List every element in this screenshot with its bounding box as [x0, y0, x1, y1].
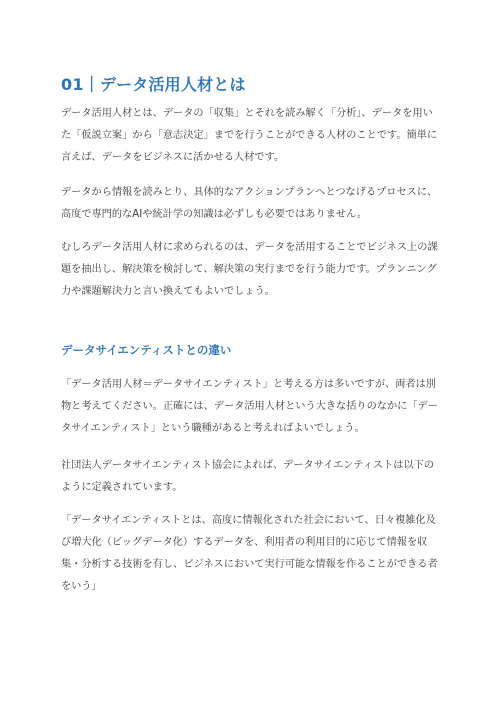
- text-line: 「データ活用人材＝データサイエンティスト」と考える方は多いですが、両者は別: [61, 379, 436, 390]
- paragraph-process: [61, 182, 445, 226]
- paragraph-definition: [61, 103, 445, 169]
- section-heading: 01｜データ活用人材とは: [61, 75, 246, 94]
- text-line: むしろデータ活用人材に求められるのは、データを活用することでビジネス上の課: [61, 242, 438, 253]
- text-line: 社団法人データサイエンティスト協会によれば、データサイエンティストは以下の: [61, 460, 435, 471]
- text-line: 高度で専門的なAIや統計学の知識は必ずしも必要ではありません。: [61, 209, 368, 220]
- text-line: をいう」: [61, 581, 102, 592]
- text-line: 物と考えてください。正確には、データ活用人材という大きな括りのなかに「デー: [61, 401, 438, 412]
- subsection-heading: データサイエンティストとの違い: [61, 343, 232, 357]
- text-line: ように定義されています。: [61, 482, 183, 493]
- text-line: データ活用人材とは、データの「収集」とそれを読み解く「分析」、データを用い: [61, 108, 433, 119]
- text-line: 力や課題解決力と言い換えてもよいでしょう。: [61, 286, 275, 297]
- paragraph-association: [61, 455, 445, 499]
- paragraph-required-skills: [61, 237, 445, 303]
- text-line: 「データサイエンティストとは、高度に情報化された社会において、日々複雑化及: [61, 515, 436, 526]
- text-line: び増大化（ビッグデータ化）するデータを、利用者の利用目的に応じて情報を収: [61, 537, 428, 548]
- paragraph-definition-quote: [61, 510, 445, 598]
- text-line: タサイエンティスト」という職種があると考えればよいでしょう。: [61, 423, 365, 434]
- text-line: 言えば、データをビジネスに活かせる人材です。: [61, 152, 285, 163]
- text-line: 題を抽出し、解決策を検討して、解決策の実行までを行う能力です。プランニング: [61, 264, 437, 275]
- text-line: た「仮説立案」から「意志決定」までを行うことができる人材のことです。簡単に: [61, 130, 438, 141]
- text-line: データから情報を読みとり、具体的なアクションプランへとつなげるプロセスに、: [61, 187, 438, 198]
- text-line: 集・分析する技術を有し、ビジネスにおいて実行可能な情報を作ることができる者: [61, 559, 438, 570]
- paragraph-difference: [61, 374, 445, 440]
